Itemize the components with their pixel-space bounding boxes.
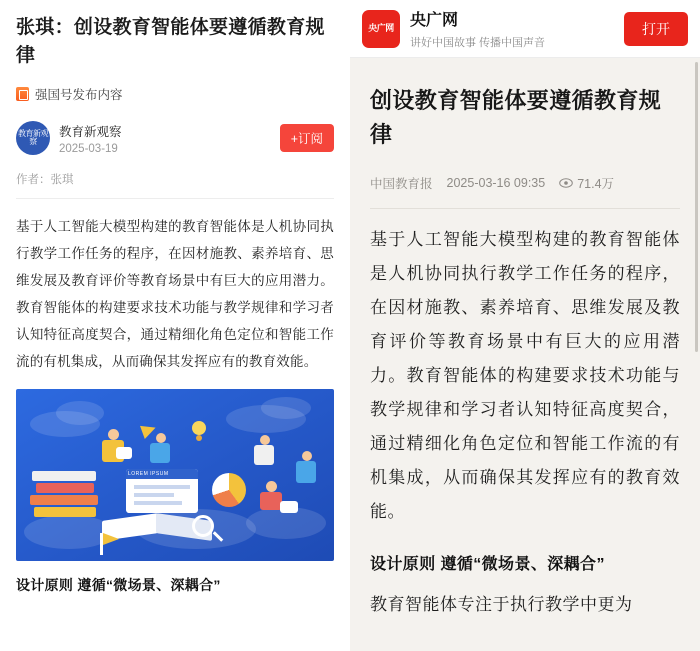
page-title: 张琪：创设教育智能体要遵循教育规律 bbox=[16, 17, 325, 66]
open-app-button[interactable]: 打开 bbox=[624, 12, 688, 46]
app-slogan: 讲好中国故事 传播中国声音 bbox=[410, 37, 546, 49]
source-row bbox=[16, 121, 334, 155]
view-count-label: 71.4万 bbox=[577, 177, 615, 192]
app-texts bbox=[410, 7, 624, 50]
article-meta bbox=[370, 174, 680, 209]
publisher-badge bbox=[16, 85, 334, 103]
avatar[interactable]: 教育新观察 bbox=[16, 121, 50, 155]
article-body: 基于人工智能大模型构建的教育智能体是人机协同执行教学工作任务的程序，在因材施教、素养培育、思维发展及教育评价等教育场景中有巨大的应用潜力。教育智能体的构建要求技术功能与教学规律和学习者认知特征高度契合，通过精细化角色定位和智能工作流的有机集成，从而确保其发挥应有的教育效能。 bbox=[370, 230, 680, 522]
flag-icon bbox=[16, 87, 29, 101]
subscribe-button[interactable]: +订阅 bbox=[280, 124, 334, 152]
article-datetime: 2025-03-16 09:35 bbox=[446, 176, 546, 191]
app-name: 央广网 bbox=[410, 12, 459, 29]
scrollbar[interactable] bbox=[695, 62, 698, 352]
image-caption: 设计原则 遵循“微场景、深耦合” bbox=[16, 577, 221, 594]
article-illustration bbox=[16, 389, 334, 561]
source-date: 2025-03-19 bbox=[59, 142, 118, 155]
source-name[interactable]: 教育新观察 bbox=[59, 124, 122, 139]
view-count bbox=[559, 174, 614, 192]
article-body-second: 教育智能体专注于执行教学中更为 bbox=[370, 595, 633, 615]
article-body-left: 基于人工智能大模型构建的教育智能体是人机协同执行教学工作任务的程序，在因材施教、素养培育、思维发展及教育评价等教育场景中有巨大的应用潜力。教育智能体的构建要求技术功能与教学规律和学习者认知特征高度契合，通过精细化角色定位和智能工作流的有机集成，从而确保其发挥应有的教育效能。 bbox=[16, 219, 334, 370]
article-container bbox=[350, 58, 700, 622]
article-subheading: 设计原则 遵循“微场景、深耦合” bbox=[370, 556, 605, 574]
right-webview-pane bbox=[350, 0, 700, 651]
app-promo-bar bbox=[350, 0, 700, 58]
publisher-badge-label: 强国号发布内容 bbox=[35, 88, 123, 103]
author-line: 作者：张琪 bbox=[16, 171, 334, 199]
eye-icon bbox=[559, 178, 573, 188]
illustration-overlay-text: LOREM IPSUM bbox=[128, 471, 169, 478]
article-title: 创设教育智能体要遵循教育规律 bbox=[370, 88, 662, 148]
article-source: 中国教育报 bbox=[370, 177, 433, 192]
source-meta bbox=[59, 122, 280, 155]
app-logo-icon: 央广网 bbox=[362, 10, 400, 48]
